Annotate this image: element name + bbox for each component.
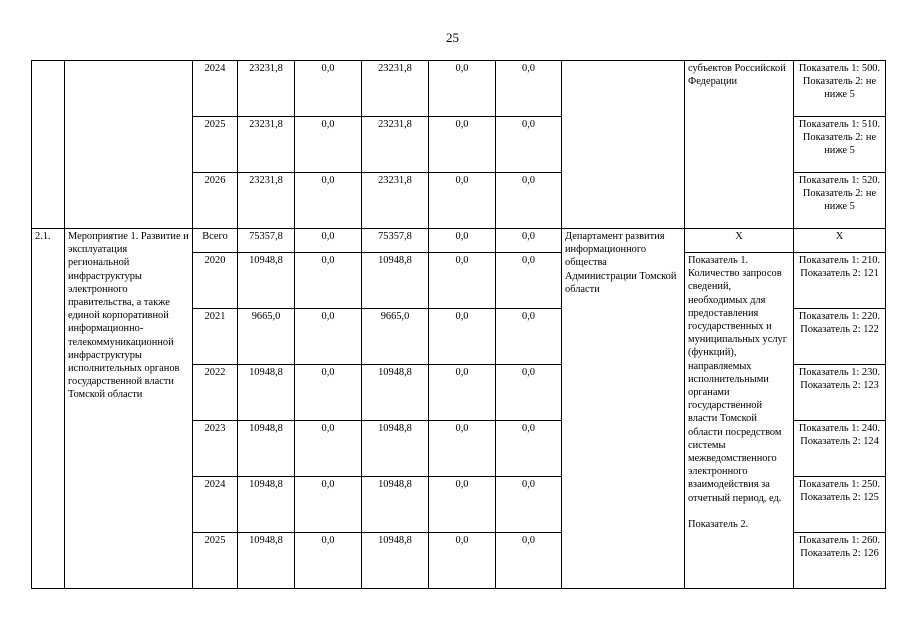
indicator-values-cell: Показатель 1: 500. Показатель 2: не ниже 5 [794, 61, 886, 117]
local-cell: 0,0 [429, 421, 496, 477]
local-cell: 0,0 [429, 365, 496, 421]
indicator-values-cell: Показатель 1: 510. Показатель 2: не ниже 5 [794, 117, 886, 173]
total-cell: 10948,8 [238, 365, 295, 421]
federal-cell: 0,0 [295, 117, 362, 173]
indicator-1-description: Показатель 1. Количество запросов сведений, необходимых для предоставления государственных и муниципальных услуг (функций), направляемых исполнительными органами государственной власти Томской области посредством системы межведомственного электронного взаимодействия за отчетный период, ед. [688, 255, 787, 504]
description-mark: X [685, 229, 794, 253]
other-cell: 0,0 [496, 365, 562, 421]
indicator-values-cell: Показатель 1: 240. Показатель 2: 124 [794, 421, 886, 477]
measure-number: 2.1. [32, 229, 65, 589]
other-cell: 0,0 [496, 117, 562, 173]
program-measures-table [31, 60, 886, 589]
other-cell: 0,0 [496, 173, 562, 229]
total-cell: 23231,8 [238, 173, 295, 229]
executor-cell: Департамент развития информационного общества Администрации Томской области [562, 229, 685, 589]
federal-cell: 0,0 [295, 309, 362, 365]
regional-cell: 10948,8 [362, 533, 429, 589]
federal-cell: 0,0 [295, 365, 362, 421]
local-cell: 0,0 [429, 253, 496, 309]
total-cell: 10948,8 [238, 421, 295, 477]
local-cell: 0,0 [429, 117, 496, 173]
regional-cell: 10948,8 [362, 365, 429, 421]
indicator-values-cell: Показатель 1: 520. Показатель 2: не ниже 5 [794, 173, 886, 229]
page-number: 25 [446, 30, 459, 45]
regional-cell: 75357,8 [362, 229, 429, 253]
federal-cell: 0,0 [295, 173, 362, 229]
indicator-values-cell: Показатель 1: 250. Показатель 2: 125 [794, 477, 886, 533]
local-cell: 0,0 [429, 477, 496, 533]
other-cell: 0,0 [496, 421, 562, 477]
regional-cell: 23231,8 [362, 117, 429, 173]
other-cell: 0,0 [496, 61, 562, 117]
measure-name-cell [65, 61, 193, 229]
total-cell: 23231,8 [238, 61, 295, 117]
total-cell: 10948,8 [238, 477, 295, 533]
total-cell: 23231,8 [238, 117, 295, 173]
indicator-description-cell: субъектов Российской Федерации [685, 61, 794, 229]
indicator-values-cell: Показатель 1: 260. Показатель 2: 126 [794, 533, 886, 589]
local-cell: 0,0 [429, 229, 496, 253]
year-cell: 2020 [193, 253, 238, 309]
number-cell [32, 61, 65, 229]
table-row-total [32, 229, 886, 253]
federal-cell: 0,0 [295, 421, 362, 477]
local-cell: 0,0 [429, 173, 496, 229]
total-cell: 10948,8 [238, 253, 295, 309]
other-cell: 0,0 [496, 229, 562, 253]
federal-cell: 0,0 [295, 253, 362, 309]
regional-cell: 10948,8 [362, 421, 429, 477]
year-cell: 2025 [193, 117, 238, 173]
total-cell: 9665,0 [238, 309, 295, 365]
local-cell: 0,0 [429, 533, 496, 589]
year-cell: 2023 [193, 421, 238, 477]
local-cell: 0,0 [429, 61, 496, 117]
table-row [32, 61, 886, 117]
year-cell: 2024 [193, 61, 238, 117]
regional-cell: 23231,8 [362, 61, 429, 117]
indicator-values-cell: Показатель 1: 220. Показатель 2: 122 [794, 309, 886, 365]
federal-cell: 0,0 [295, 61, 362, 117]
other-cell: 0,0 [496, 533, 562, 589]
spacer [688, 505, 790, 518]
total-cell: 75357,8 [238, 229, 295, 253]
federal-cell: 0,0 [295, 477, 362, 533]
measure-name: Мероприятие 1. Развитие и эксплуатация региональной инфраструктуры электронного правительства, а также единой корпоративной информационно-телекоммуникационной инфраструктуры исполнительных органов государственной власти Томской области [65, 229, 193, 589]
indicator-2-description: Показатель 2. [688, 518, 749, 530]
other-cell: 0,0 [496, 309, 562, 365]
year-cell: 2022 [193, 365, 238, 421]
year-cell: 2025 [193, 533, 238, 589]
local-cell: 0,0 [429, 309, 496, 365]
indicator-values-cell: Показатель 1: 210. Показатель 2: 121 [794, 253, 886, 309]
executor-cell [562, 61, 685, 229]
regional-cell: 10948,8 [362, 477, 429, 533]
regional-cell: 23231,8 [362, 173, 429, 229]
total-cell: 10948,8 [238, 533, 295, 589]
regional-cell: 10948,8 [362, 253, 429, 309]
other-cell: 0,0 [496, 477, 562, 533]
year-cell: 2026 [193, 173, 238, 229]
indicator-description-cell [685, 253, 794, 589]
year-cell: 2024 [193, 477, 238, 533]
indicator-mark: X [794, 229, 886, 253]
indicator-values-cell: Показатель 1: 230. Показатель 2: 123 [794, 365, 886, 421]
regional-cell: 9665,0 [362, 309, 429, 365]
year-cell: Всего [193, 229, 238, 253]
year-cell: 2021 [193, 309, 238, 365]
other-cell: 0,0 [496, 253, 562, 309]
federal-cell: 0,0 [295, 229, 362, 253]
federal-cell: 0,0 [295, 533, 362, 589]
